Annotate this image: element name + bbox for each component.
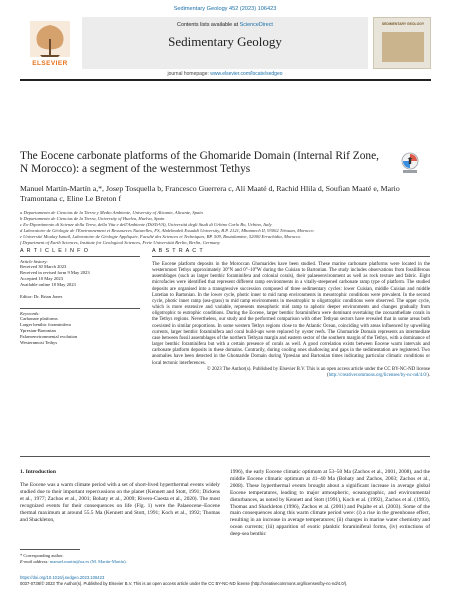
crossmark-icon [401,152,419,174]
email-line [20,559,220,565]
affiliation-line: c Ex-Dipartimento di Scienze della Terra, della Vita e dell'Ambiente (DiSTeVA), Università degli Studi di Urbino Carlo Bo, Urbino, Italy [20,222,272,227]
homepage-line [0,71,450,77]
email-label: E-mail address: [20,558,50,564]
affiliation-line: a Departamento de Ciencias de la Tierra y Medio Ambiente, University of Alicante, Alicante, Spain [20,210,203,215]
cover-photo [382,32,424,62]
page-footer [20,575,430,586]
affiliation-line: b Departamento de Ciencias de la Tierra, University of Huelva, Huelva, Spain [20,216,165,221]
corresponding-author-note: * Corresponding author. [20,553,64,558]
license-line [152,367,430,379]
history-line: Available online 18 May 2023 [20,282,76,287]
journal-cover-image[interactable] [373,17,431,69]
author-list: Manuel Martín-Martín a,*, Josep Tosquella b, Francesco Guerrera c, Alí Maaté d, Rachid Hlila d, Soufian Maaté e, Mario Tramontana c, Eline Le Breton f [20,184,400,203]
header-divider [20,79,431,81]
affiliation-line: d Laboratoire de Géologie de l'Environnement et Ressources Naturelles, FS, Abdelmalek Essaâdi University, B.P. 2121, Mhannech II, 93002 Tétouan, Morocco [20,228,314,233]
history-line: Received in revised form 9 May 2023 [20,270,90,275]
introduction-column-1: The Eocene was a warm climate period with a set of short-lived hyperthermal events widely studied due to their important repercussions on the planet (Kennett and Stott, 1991; Dickens et al., 1977; Zachos et al., 2001; Bohaty et al., 2009; Rivero-Cuesta et al., 2020). The most recognized events for their consequences on life (Fig. 1) were the Palaeocene–Eocene thermal maximum at around 55.5 Ma (Kennett and Stott, 1991; Koch et al., 1992; Thomas and Shackleton, [20,482,220,523]
history-line: Received 30 March 2023 [20,264,67,269]
affiliations [20,210,430,246]
contents-prefix: Contents lists available at [177,22,240,28]
article-info-rule [20,256,140,257]
abstract-rule [152,256,430,257]
elsevier-wordmark: ELSEVIER [32,60,68,67]
keyword: Carbonate platforms [20,316,58,321]
introduction-column-2: 1996), the early Eocene climatic optimum at 53–50 Ma (Zachos et al., 2001, 2008), and the middle Eocene climatic optimum at 41–40 Ma (Bohaty and Zachos, 2003; Zachos et al., 2008). These hyperthermal events brought about a significant increase in average global Eocene temperatures, leading to major atmospheric, oceanographic, and environmental disturbances, as noted by Kennett and Stott (1991), Koch et al. (1992), Zachos et al. (1993), Thomas and Shackleton (1996), Zachos et al. (2001) and Pujalte et al. (2003). Some of the main consequences along this warm climate period were: (i) a rise in the greenhouse effect, resulting in an increase in average temperatures; (ii) changes in marine water chemistry and ocean currents; (iii) apparition of exotic planktic foraminiferal forms, (iv) extinctions of deep-sea benthic [230,469,430,538]
affiliation-line: e Université Moulay Ismaïl, Laboratoire de Géologie Appliquée, Faculté des Sciences et Techniques, BP. 509, Boutalamine, 52000 Errachidia, Morocco [20,234,301,239]
copyright-line: 0037-0738/© 2023 The Author(s). Published by Elsevier B.V. This is an open access article under the CC BY-NC-ND license (http://creativecommons.org/licenses/by-nc-nd/4.0/). [20,580,348,586]
affiliation-line: f Department of Earth Sciences, Institute for Geological Sciences, Freie Universität Berlin, Berlin, Germany [20,240,220,245]
license-link[interactable]: http://creativecommons.org/licenses/by-nc-nd/4.0/ [328,372,428,378]
doi-link[interactable]: https://doi.org/10.1016/j.sedgeo.2023.106423 [20,575,105,580]
journal-reference[interactable]: Sedimentary Geology 452 (2023) 106423 [173,6,277,12]
contents-line [82,22,368,28]
license-suffix: ). [427,372,430,378]
abstract-body [152,262,430,379]
cover-title: SEDIMENTARY GEOLOGY [381,22,425,26]
editor-line: Editor: Dr. Brian Jones [20,294,63,299]
article-title: The Eocene carbonate platforms of the Ghomaride Domain (Internal Rif Zone, N Morocco): a segment of the westernmost Tethys [20,150,379,175]
abstract-bottom-rule [20,456,430,457]
journal-banner [82,17,368,69]
keywords-block [20,311,140,346]
history-line: Accepted 10 May 2023 [20,276,63,281]
footnote [20,553,220,564]
license-prefix: © 2023 The Author(s). Published by Elsevier B.V. This is an open access article under the CC BY-NC-ND license ( [206,366,430,378]
keyword: Ypresian-Bartonian [20,328,56,333]
crossmark-badge[interactable] [401,152,419,174]
keyword: Palaeoenvironmental evolution [20,334,78,339]
journal-header [20,17,431,69]
introduction-heading: 1. Introduction [20,469,56,475]
sciencedirect-link[interactable]: ScienceDirect [239,22,273,28]
keyword: Westernmost Tethys [20,340,58,345]
homepage-link[interactable]: www.elsevier.com/locate/sedgeo [210,71,283,77]
elsevier-logo[interactable] [20,17,80,69]
email-link[interactable]: manuel.martin@ua.es (M. Martín-Martín). [49,558,127,564]
abstract-heading: A B S T R A C T [152,248,204,254]
article-history-label: Article history: [20,259,48,264]
abstract-text: The Eocene platform deposits in the Moroccan Ghomarides have been studied. These marine carbonate platforms were located in the westernmost Tethys approximately 30°N and 0°–10°W during the Cuisian to Bartonian. The study includes observations from fossiliferous assemblages (such as larger benthic foraminifera and colonial corals), their palaeoenvironment as well as rock texture and fabric. Eight microfacies were identified that represent different ramp environments in a vitally-steepened carbonate ramp type of platform. The studied deposits are organised into a transgressive succession composed of three sedimentary cycles: lower Cuisian, middle Cuisian and middle Lutetian to Bartonian. In the lower cycle, photic inner to mid ramp environments in mesotrophic conditions were prevalent. In the second cycle, photic inner ramp (sea-grass) to mid ramp environments in mesotrophic to oligotrophic conditions were observed. The upper cycle, which is more extensive and variable, represents mesophotic mid ramp to aphotic deeper environments and changes gradually from oligotrophic to eutrophic conditions. During the Eocene, larger benthic foraminifera were dominant overtaking the zooxanthellate corals in the Tethys regions. Nevertheless, our study and the performed comparison with other Tethyan sectors have revealed that in some areas both coexisted in similar proportions. In some western Tethys regions close to the Atlantic Ocean, coinciding with areas influenced by upwelling currents, larger benthic foraminifera and coral build-ups were replaced by oyster reefs. The Ghomaride Domain represents an intermediate case between fossil assemblages of the northern Tethyan margin and eastern sector of the southern margin of the Tethys, with a dominance of larger benthic foraminifera but with a certain presence of corals as well. A good correlation exists between Eocene warm intervals and carbonate platform deposits in these domains. Contrarily, during cooling ones shallowing and gaps in the sedimentation are registered. Two anomalies have been detected in the Ghomaride Domain during Ypresian and Bartonian times indicating particular climatic conditions or local tectonic interferences. [152,262,430,366]
footnote-rule [20,549,80,550]
article-info-heading: A R T I C L E I N F O [20,248,89,254]
keyword: Larger benthic foraminifera [20,322,71,327]
homepage-prefix: journal homepage: [167,71,211,77]
keywords-rule [20,308,140,309]
keywords-label: Keywords: [20,311,40,316]
journal-title[interactable]: Sedimentary Geology [168,34,282,49]
article-info [20,259,140,300]
